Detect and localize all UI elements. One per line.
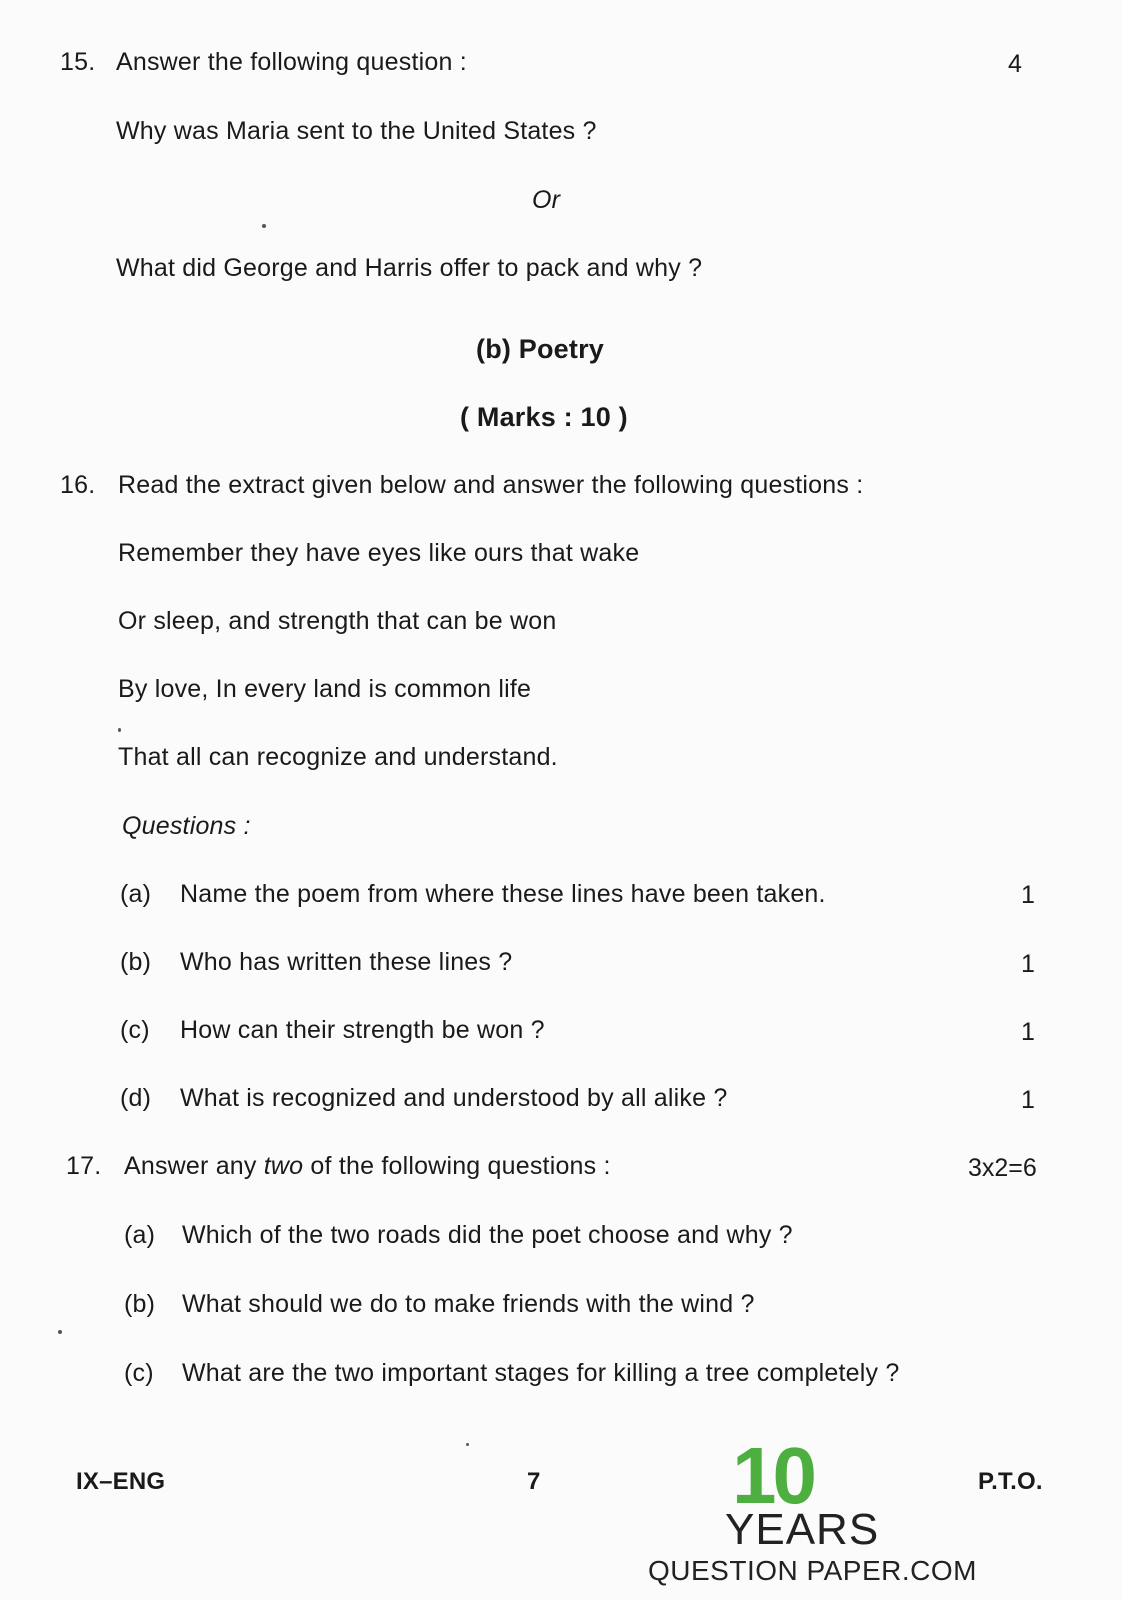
q16-item-label: (d) bbox=[120, 1084, 152, 1112]
q16-item-text: Name the poem from where these lines have been taken. bbox=[180, 880, 826, 908]
scan-speck bbox=[58, 1330, 62, 1334]
extract-line: Or sleep, and strength that can be won bbox=[118, 607, 557, 635]
q15-question-a: Why was Maria sent to the United States ? bbox=[116, 117, 597, 145]
q15-question-b: What did George and Harris offer to pack and why ? bbox=[116, 254, 703, 282]
footer-code: IX–ENG bbox=[76, 1468, 166, 1495]
q16-item-marks: 1 bbox=[1021, 1086, 1035, 1114]
q17-item-text: What are the two important stages for killing a tree completely ? bbox=[182, 1359, 900, 1387]
q15-number: 15. bbox=[60, 48, 96, 76]
q15-marks: 4 bbox=[1008, 50, 1022, 78]
footer-page-number: 7 bbox=[527, 1468, 541, 1495]
q17-item-text: Which of the two roads did the poet choose and why ? bbox=[182, 1221, 793, 1249]
scan-speck bbox=[466, 1443, 469, 1446]
q16-item-text: What is recognized and understood by all alike ? bbox=[180, 1084, 728, 1112]
scan-speck bbox=[262, 224, 266, 228]
q15-or: Or bbox=[532, 186, 561, 214]
q16-item-label: (c) bbox=[120, 1016, 150, 1044]
q17-item-label: (a) bbox=[124, 1221, 156, 1249]
q17-number: 17. bbox=[66, 1152, 102, 1180]
watermark-site: QUESTION PAPER.COM bbox=[648, 1555, 977, 1586]
q15-instruction: Answer the following question : bbox=[116, 48, 467, 76]
q16-item-text: How can their strength be won ? bbox=[180, 1016, 545, 1044]
extract-line: That all can recognize and understand. bbox=[118, 743, 558, 771]
q16-item-label: (a) bbox=[120, 880, 152, 908]
questions-label: Questions : bbox=[122, 812, 251, 840]
q17-instruction: Answer any two of the following questions : bbox=[124, 1152, 611, 1180]
scan-speck bbox=[118, 728, 121, 732]
q16-item-marks: 1 bbox=[1021, 1018, 1035, 1046]
q16-number: 16. bbox=[60, 471, 96, 499]
q16-item-marks: 1 bbox=[1021, 881, 1035, 909]
section-b-marks: ( Marks : 10 ) bbox=[460, 402, 628, 432]
watermark-years: YEARS bbox=[725, 1505, 880, 1554]
q17-marks: 3x2=6 bbox=[968, 1154, 1037, 1182]
q16-item-text: Who has written these lines ? bbox=[180, 948, 513, 976]
footer-pto: P.T.O. bbox=[978, 1468, 1043, 1495]
extract-line: By love, In every land is common life bbox=[118, 675, 532, 703]
watermark-number: 10 bbox=[732, 1431, 813, 1520]
q16-item-marks: 1 bbox=[1021, 950, 1035, 978]
extract-line: Remember they have eyes like ours that wake bbox=[118, 539, 640, 567]
section-b-title: (b) Poetry bbox=[476, 334, 605, 364]
q17-item-text: What should we do to make friends with the wind ? bbox=[182, 1290, 755, 1318]
q17-item-label: (c) bbox=[124, 1359, 154, 1387]
q16-instruction: Read the extract given below and answer the following questions : bbox=[118, 471, 864, 499]
q17-item-label: (b) bbox=[124, 1290, 156, 1318]
q16-item-label: (b) bbox=[120, 948, 152, 976]
